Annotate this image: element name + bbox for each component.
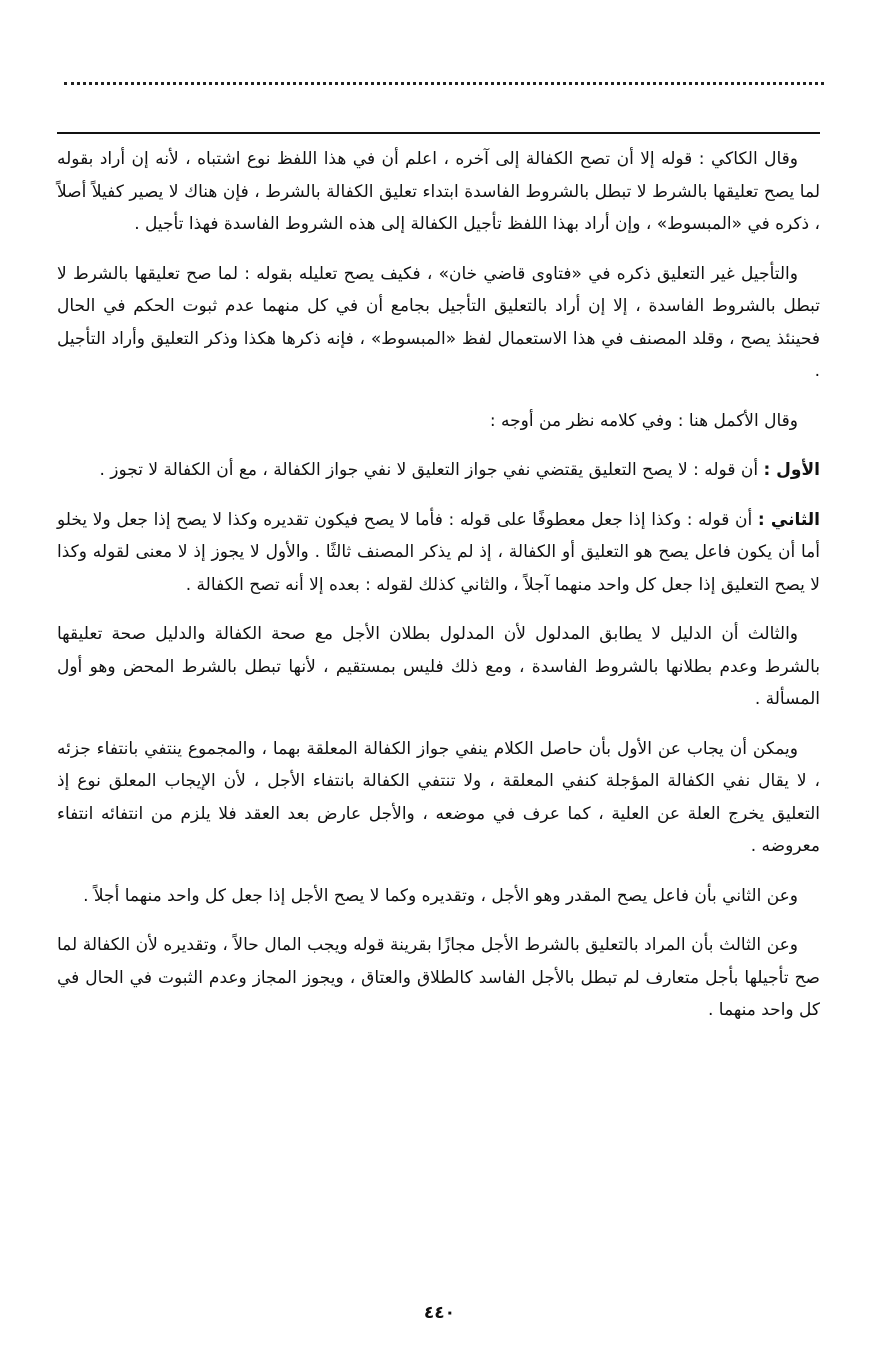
page-body [57,143,820,1044]
label-second: الثاني : [757,509,820,530]
paragraph-1: وقال الكاكي : قوله إلا أن تصح الكفالة إلى آخره ، اعلم أن في هذا اللفظ نوع اشتباه ، لأنه إن أراد بقوله لما يصح تعليقها بالشرط لا تبطل بالشروط الفاسدة ابتداء تعليق الكفالة بالشرط ، فإن هناك لا يصير كفيلاً أصلاً ، ذكره في «المبسوط» ، وإن أراد بهذا اللفظ تأجيل الكفالة إلى هذه الشروط الفاسدة فهذا تأجيل . [57,149,820,234]
paragraph-2: والتأجيل غير التعليق ذكره في «فتاوى قاضي خان» ، فكيف يصح تعليله بقوله : لما صح تعليقها بالشرط لا تبطل بالشروط الفاسدة ، إلا إن أراد بالتعليق التأجيل بجامع أن في كل منهما عدم ثبوت الحكم في الحال فحينئذ يصح ، وقلد المصنف في هذا الاستعمال لفظ «المبسوط» ، فإنه ذكرها هكذا وذكر التعليق وأراد التأجيل . [57,263,820,381]
page-number: ٤٤٠ [423,1303,456,1323]
paragraph-5 [57,504,820,602]
paragraph-8: وعن الثاني بأن فاعل يصح المقدر وهو الأجل ، وتقديره وكما لا يصح الأجل إذا جعل كل واحد منهما أجلاً . [83,885,798,906]
label-first: الأول : [763,460,820,480]
paragraph-7: ويمكن أن يجاب عن الأول بأن حاصل الكلام ينفي جواز الكفالة المعلقة بهما ، والمجموع ينتفي بانتفاء جزئه ، لا يقال نفي الكفالة المؤجلة كنفي المعلقة ، ولا تنتفي الكفالة بانتفاء الأجل ، لأن الإيجاب المعلق نوع إذ التعليق يخرج العلة عن العلية ، كما عرف في موضعه ، والأجل عارض بعد العقد فلا يلزم من انتفائه انتفاء معروضه . [57,738,820,856]
header-rule [57,132,820,134]
paragraph-5-text: أن قوله : وكذا إذا جعل معطوفًا على قوله : فأما لا يصح فيكون تقديره وكذا لا يصح إذا جعل ولا يخلو أما أن يكون فاعل يصح هو التعليق أو الكفالة ، إذ لم يذكر المصنف ثالثًا . والأول لا يجوز إذ لا معنى لقوله وكذا لا يصح التعليق إذا جعل كل واحد منهما آجلاً ، والثاني كذلك لقوله : بعده إلا أنه تصح الكفالة . [57,509,820,595]
paragraph-6: والثالث أن الدليل لا يطابق المدلول لأن المدلول بطلان الأجل مع صحة الكفالة والدليل صحة تعليقها بالشرط وعدم بطلانها بالشروط الفاسدة ، ومع ذلك فليس بمستقيم ، لأنها تبطل بالشرط المحض وهو أول المسألة . [57,624,820,709]
paragraph-4-text: أن قوله : لا يصح التعليق يقتضي نفي جواز التعليق لا نفي جواز الكفالة ، مع أن الكفالة لا تجوز . [99,460,759,480]
paragraph-4 [57,454,820,487]
paragraph-9: وعن الثالث بأن المراد بالتعليق بالشرط الأجل مجازًا بقرينة قوله ويجب المال حالاً ، وتقديره لأن الكفالة لما صح تأجيلها بأجل متعارف لم تبطل بالأجل الفاسد كالطلاق والعتاق ، ويجوز المجاز وعدم الثبوت في الحال في كل واحد منهما . [57,935,820,1020]
dotted-separator [64,82,824,85]
paragraph-3: وقال الأكمل هنا : وفي كلامه نظر من أوجه : [489,410,798,431]
